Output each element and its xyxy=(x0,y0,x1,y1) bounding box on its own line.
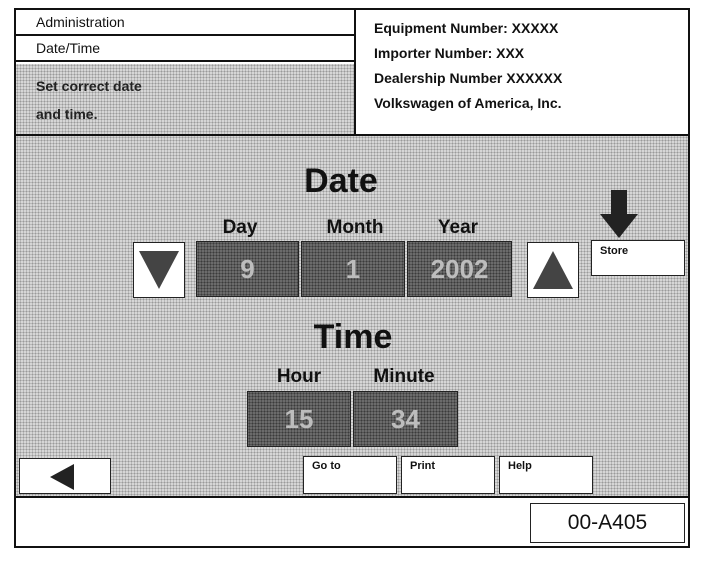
header-left-panel xyxy=(16,10,356,134)
year-label: Year xyxy=(437,217,479,238)
instruction-line-1: Set correct date xyxy=(36,78,142,94)
dealership-number: Dealership Number XXXXXX xyxy=(374,70,563,86)
year-field[interactable]: 2002 xyxy=(407,241,512,297)
hour-field[interactable]: 15 xyxy=(247,391,351,447)
company-name: Volkswagen of America, Inc. xyxy=(374,95,562,111)
help-button[interactable]: Help xyxy=(499,456,593,494)
importer-number: Importer Number: XXX xyxy=(374,45,525,61)
decrement-button[interactable] xyxy=(133,242,185,298)
menu-title: Administration xyxy=(16,10,354,36)
month-field[interactable]: 1 xyxy=(301,241,405,297)
figure-code: 00-A405 xyxy=(530,503,685,543)
month-label: Month xyxy=(326,217,384,238)
equipment-info-panel xyxy=(356,10,688,134)
increment-button[interactable] xyxy=(527,242,579,298)
instruction-line-2: and time. xyxy=(36,106,98,122)
minute-field[interactable]: 34 xyxy=(353,391,458,447)
equipment-number: Equipment Number: XXXXX xyxy=(374,20,559,36)
triangle-up-icon xyxy=(533,251,573,289)
date-title: Date xyxy=(304,162,378,200)
arrow-down-icon xyxy=(600,190,638,240)
function-title: Date/Time xyxy=(16,36,354,62)
day-field[interactable]: 9 xyxy=(196,241,299,297)
back-button[interactable] xyxy=(19,458,111,494)
hour-label: Hour xyxy=(276,366,322,387)
minute-label: Minute xyxy=(373,366,435,387)
triangle-down-icon xyxy=(139,251,179,289)
goto-button[interactable]: Go to xyxy=(303,456,397,494)
triangle-left-icon xyxy=(50,464,74,490)
print-button[interactable]: Print xyxy=(401,456,495,494)
time-title: Time xyxy=(313,318,393,356)
store-button[interactable]: Store xyxy=(591,240,685,276)
day-label: Day xyxy=(222,217,258,238)
instruction-panel xyxy=(16,64,354,134)
